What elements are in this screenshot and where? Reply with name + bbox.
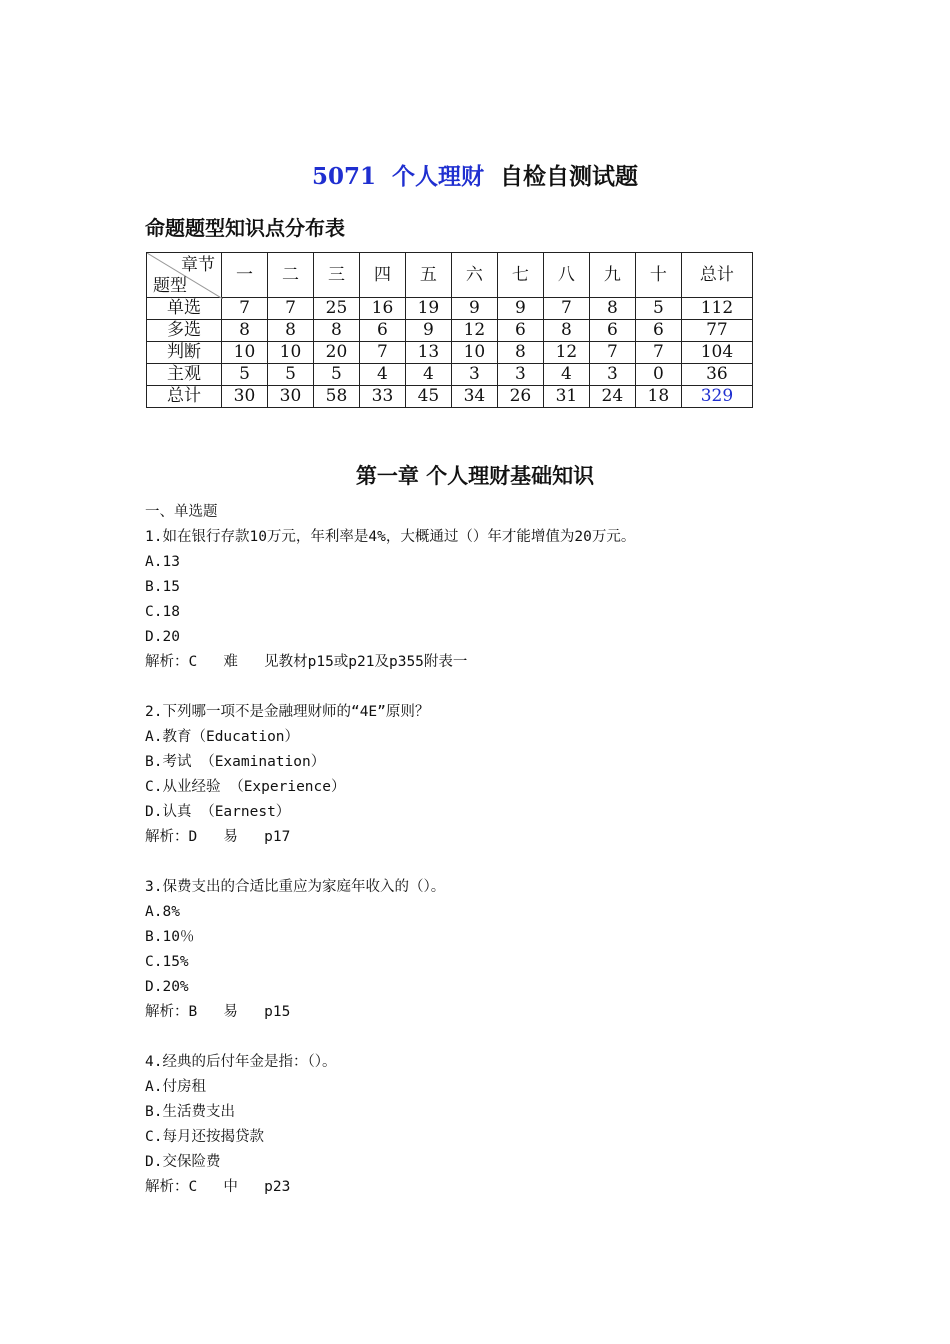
row-label: 判断 — [147, 342, 222, 364]
table-cell: 7 — [359, 342, 405, 364]
table-cell: 6 — [635, 320, 681, 342]
row-label: 总计 — [147, 386, 222, 408]
text-line: D.认真 （Earnest） — [145, 804, 291, 820]
distribution-table — [146, 252, 753, 408]
text-line: 解析：D 易 p17 — [145, 829, 291, 845]
text-line: D.20 — [145, 629, 180, 645]
table-cell: 0 — [635, 364, 681, 386]
table-cell: 8 — [267, 320, 313, 342]
table-cell: 4 — [405, 364, 451, 386]
table-cell: 10 — [451, 342, 497, 364]
text-line: B.15 — [145, 579, 180, 595]
table-cell: 30 — [222, 386, 268, 408]
text-line: B.生活费支出 — [145, 1104, 235, 1120]
table-row — [147, 364, 753, 386]
table-cell: 9 — [451, 298, 497, 320]
table-cell: 9 — [405, 320, 451, 342]
column-header: 一 — [222, 253, 268, 298]
table-cell: 12 — [543, 342, 589, 364]
text-line: 2.下列哪一项不是金融理财师的“4E”原则？ — [145, 704, 430, 720]
table-cell: 5 — [313, 364, 359, 386]
table-cell: 9 — [497, 298, 543, 320]
table-cell: 7 — [222, 298, 268, 320]
column-header: 五 — [405, 253, 451, 298]
table-cell: 19 — [405, 298, 451, 320]
table-cell: 7 — [635, 342, 681, 364]
table-cell: 26 — [497, 386, 543, 408]
text-line: 1.如在银行存款10万元，年利率是4%，大概通过（）年才能增值为20万元。 — [145, 529, 636, 545]
text-line: B.10％ — [145, 929, 195, 945]
table-cell: 10 — [222, 342, 268, 364]
table-row — [147, 298, 753, 320]
table-cell: 6 — [589, 320, 635, 342]
text-line: A.付房租 — [145, 1079, 206, 1095]
table-cell: 36 — [681, 364, 752, 386]
corner-label-chapter: 章节 — [181, 255, 215, 275]
column-header: 七 — [497, 253, 543, 298]
table-row — [147, 320, 753, 342]
text-line — [145, 675, 845, 700]
table-cell: 104 — [681, 342, 752, 364]
table-cell: 34 — [451, 386, 497, 408]
table-cell: 5 — [267, 364, 313, 386]
text-line: C.每月还按揭贷款 — [145, 1129, 264, 1145]
table-cell: 8 — [589, 298, 635, 320]
text-line: C.18 — [145, 604, 180, 620]
table-cell: 3 — [451, 364, 497, 386]
chapter-title: 第一章 个人理财基础知识 — [355, 463, 595, 488]
table-cell: 24 — [589, 386, 635, 408]
column-header: 九 — [589, 253, 635, 298]
table-cell: 5 — [635, 298, 681, 320]
text-line: A.8% — [145, 904, 180, 920]
table-cell: 13 — [405, 342, 451, 364]
column-header: 二 — [267, 253, 313, 298]
table-cell: 8 — [543, 320, 589, 342]
table-cell: 31 — [543, 386, 589, 408]
text-line: D.交保险费 — [145, 1154, 221, 1170]
column-header: 四 — [359, 253, 405, 298]
table-cell: 25 — [313, 298, 359, 320]
text-line: D.20% — [145, 979, 189, 995]
table-cell: 3 — [589, 364, 635, 386]
table-cell: 6 — [497, 320, 543, 342]
text-line: 解析：C 中 p23 — [145, 1179, 291, 1195]
table-cell: 18 — [635, 386, 681, 408]
table-cell: 58 — [313, 386, 359, 408]
text-line: 一、单选题 — [145, 504, 218, 520]
column-header: 三 — [313, 253, 359, 298]
text-line — [145, 850, 845, 875]
title-code: 5071 — [311, 163, 376, 190]
title-suffix: 自检自测试题 — [500, 163, 639, 190]
table-cell: 45 — [405, 386, 451, 408]
text-line: C.15% — [145, 954, 189, 970]
table-cell: 12 — [451, 320, 497, 342]
table-cell: 4 — [543, 364, 589, 386]
column-header: 十 — [635, 253, 681, 298]
text-line: 解析：B 易 p15 — [145, 1004, 291, 1020]
row-label: 单选 — [147, 298, 222, 320]
table-cell: 8 — [497, 342, 543, 364]
table-cell: 7 — [267, 298, 313, 320]
table-row — [147, 386, 753, 408]
table-cell: 20 — [313, 342, 359, 364]
table-body — [147, 298, 753, 408]
table-cell: 7 — [589, 342, 635, 364]
table-cell: 4 — [359, 364, 405, 386]
text-line: 3.保费支出的合适比重应为家庭年收入的（）。 — [145, 879, 446, 895]
column-header: 总计 — [681, 253, 752, 298]
title-subject: 个人理财 — [392, 163, 484, 190]
column-header: 八 — [543, 253, 589, 298]
table-cell: 3 — [497, 364, 543, 386]
text-line: B.考试 （Examination） — [145, 754, 326, 770]
table-cell: 5 — [222, 364, 268, 386]
text-line: A.13 — [145, 554, 180, 570]
table-cell: 16 — [359, 298, 405, 320]
column-header: 六 — [451, 253, 497, 298]
table-header-row — [147, 253, 753, 298]
table-cell: 112 — [681, 298, 752, 320]
grand-total-cell: 329 — [681, 386, 752, 408]
table-cell: 10 — [267, 342, 313, 364]
question-content — [145, 500, 845, 1200]
table-cell: 77 — [681, 320, 752, 342]
corner-label-type: 题型 — [153, 276, 187, 296]
text-line: A.教育（Education） — [145, 729, 300, 745]
table-row — [147, 342, 753, 364]
text-line — [145, 1025, 845, 1050]
text-line: 4.经典的后付年金是指：（）。 — [145, 1054, 337, 1070]
row-label: 主观 — [147, 364, 222, 386]
table-cell: 8 — [313, 320, 359, 342]
table-cell: 33 — [359, 386, 405, 408]
table-corner-cell — [147, 253, 222, 298]
text-line: C.从业经验 （Experience） — [145, 779, 346, 795]
table-heading: 命题题型知识点分布表 — [145, 216, 345, 240]
text-line: 解析：C 难 见教材p15或p21及p355附表一 — [145, 654, 468, 670]
row-label: 多选 — [147, 320, 222, 342]
table-cell: 6 — [359, 320, 405, 342]
table-cell: 7 — [543, 298, 589, 320]
table-cell: 30 — [267, 386, 313, 408]
table-cell: 8 — [222, 320, 268, 342]
document-title — [0, 158, 950, 191]
